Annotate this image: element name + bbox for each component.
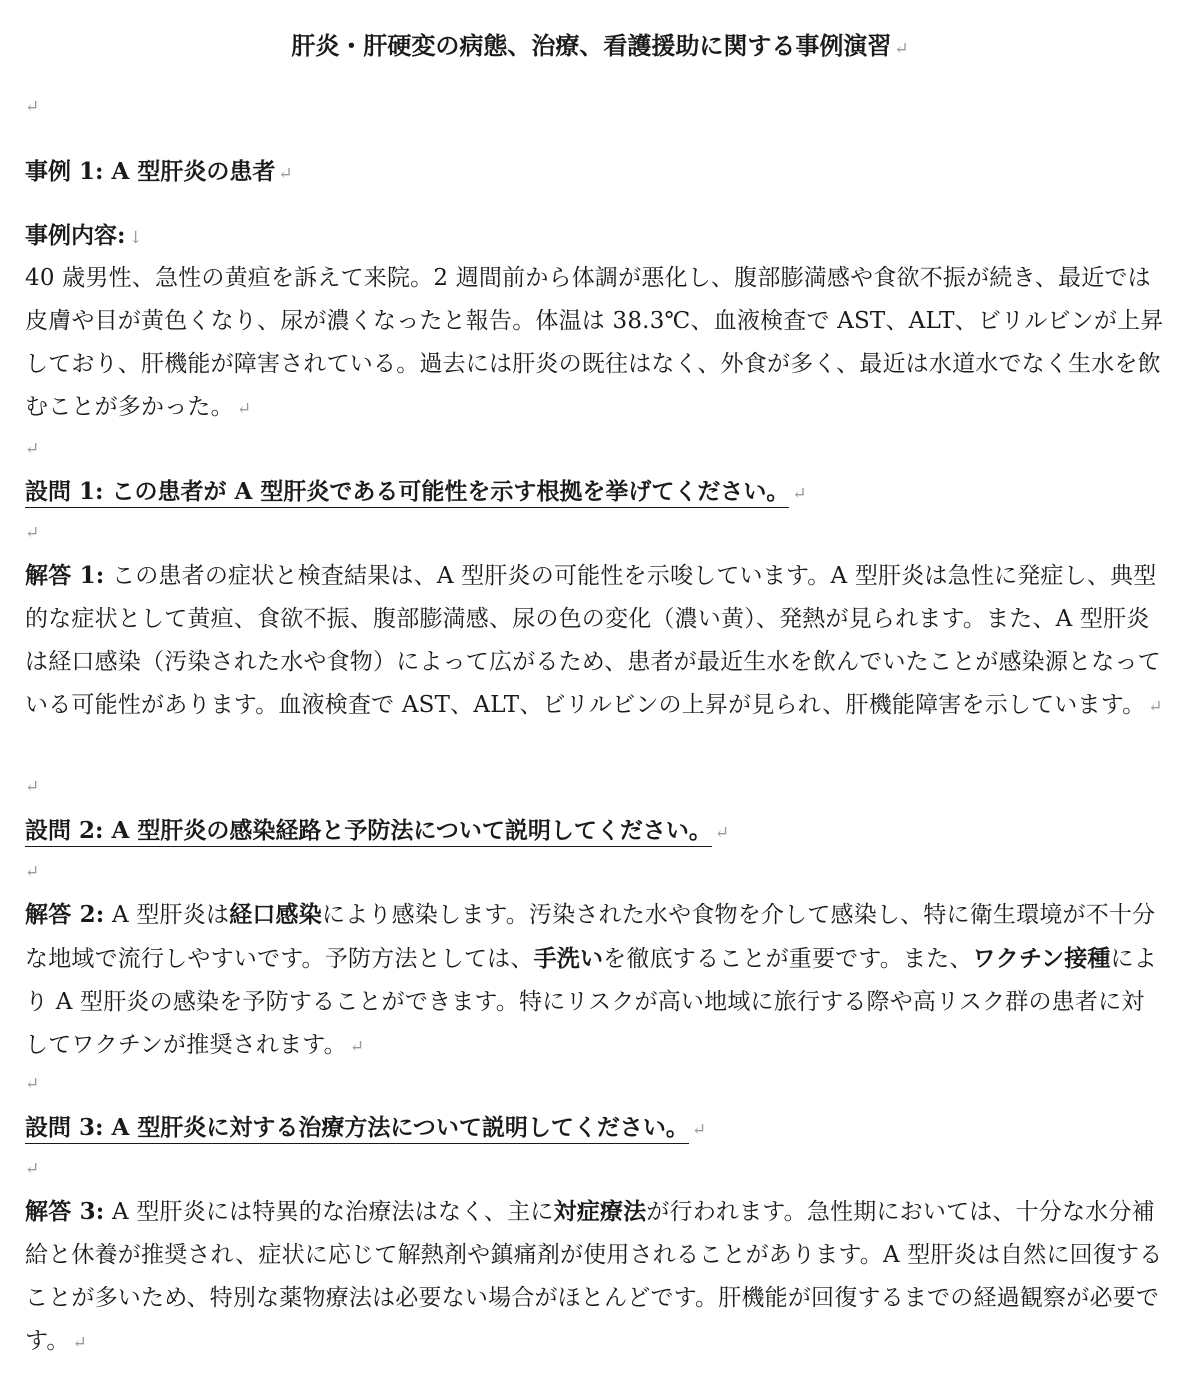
- line-break-mark: ↓: [128, 228, 143, 248]
- paragraph-mark: ↵: [894, 39, 909, 59]
- empty-paragraph: ↵: [25, 777, 40, 797]
- answer-1-text: この患者の症状と検査結果は、A 型肝炎の可能性を示唆しています。A 型肝炎は急性に発症し、典型的な症状として黄疸、食欲不振、腹部膨満感、尿の色の変化（濃い黄）、発熱が見られます。また、A 型肝炎は経口感染（汚染された水や食物）によって広がるため、患者が最近生水を飲んでいたことが感染源となっている可能性があります。血液検査で AST、ALT、ビリルビンの上昇が見られ、肝機能障害を示しています。: [25, 563, 1161, 718]
- question-1-text: 設問 1: この患者が A 型肝炎である可能性を示す根拠を挙げてください。: [25, 478, 789, 508]
- empty-paragraph: ↵: [25, 523, 40, 543]
- answer-1: [25, 554, 1165, 729]
- empty-paragraph: ↵: [25, 439, 40, 459]
- document-title: [0, 26, 1200, 69]
- case-content-text: [25, 257, 1165, 431]
- answer-2-emphasis-handwashing: 手洗い: [533, 945, 604, 972]
- answer-3-text: が行われます。急性期においては、十分な水分補給と休養が推奨され、症状に応じて解熱剤や鎮痛剤が使用されることがあります。A 型肝炎は自然に回復することが多いため、特別な薬物療法は必要ない場合がほとんどです。肝機能が回復するまでの経過観察が必要です。: [25, 1199, 1163, 1354]
- answer-2-label: 解答 2:: [25, 901, 105, 928]
- paragraph-mark: ↵: [278, 164, 293, 184]
- answer-2-text: A 型肝炎は: [104, 902, 230, 928]
- empty-paragraph: ↵: [25, 1074, 40, 1094]
- question-1: [25, 472, 1165, 514]
- answer-3-text: A 型肝炎には特異的な治療法はなく、主に: [104, 1199, 554, 1225]
- paragraph-mark: ↵: [691, 1120, 707, 1140]
- question-3: [25, 1108, 1165, 1150]
- answer-3: [25, 1190, 1165, 1365]
- case-content-body: 40 歳男性、急性の黄疸を訴えて来院。2 週間前から体調が悪化し、腹部膨満感や食欲不振が続き、最近では皮膚や目が黄色くなり、尿が濃くなったと報告。体温は 38.3℃、血液検査で AST、ALT、ビリルビンが上昇しており、肝機能が障害されている。過去には肝炎の既往はなく、外食が多く、最近は水道水でなく生水を飲むことが多かった。: [25, 265, 1164, 420]
- answer-2-text: により感染します。汚染された水や食物を介して感染し、特に衛生環境が不十分な地域で流行しやすいです。予防方法としては、: [25, 902, 1156, 972]
- case-content-label-text: 事例内容:: [25, 222, 126, 249]
- answer-3-label: 解答 3:: [25, 1198, 105, 1225]
- question-2-text: 設問 2: A 型肝炎の感染経路と予防法について説明してください。: [25, 817, 712, 847]
- paragraph-mark: ↵: [714, 823, 730, 843]
- answer-3-emphasis-symptomatic: 対症療法: [553, 1198, 647, 1225]
- question-3-text: 設問 3: A 型肝炎に対する治療方法について説明してください。: [25, 1114, 689, 1144]
- paragraph-mark: ↵: [1148, 697, 1163, 717]
- empty-paragraph: ↵: [25, 97, 40, 117]
- empty-paragraph: ↵: [25, 862, 40, 882]
- question-2: [25, 811, 1165, 853]
- answer-2-emphasis-vaccination: ワクチン接種: [972, 945, 1111, 972]
- paragraph-mark: ↵: [72, 1333, 88, 1353]
- empty-paragraph: ↵: [25, 1159, 40, 1179]
- case-content-label: [25, 216, 1165, 258]
- paragraph-mark: ↵: [792, 484, 807, 504]
- paragraph-mark: ↵: [236, 399, 252, 419]
- case-heading: [25, 152, 1165, 194]
- answer-2-text: により A 型肝炎の感染を予防することができます。特にリスクが高い地域に旅行する際や高リスク群の患者に対してワクチンが推奨されます。: [25, 946, 1158, 1058]
- answer-2: [25, 893, 1165, 1069]
- title-text: 肝炎・肝硬変の病態、治療、看護援助に関する事例演習: [291, 31, 892, 60]
- answer-2-text: を徹底することが重要です。また、: [603, 946, 973, 972]
- case-heading-text: 事例 1: A 型肝炎の患者: [25, 158, 276, 185]
- answer-2-emphasis-oral-infection: 経口感染: [229, 901, 322, 928]
- answer-1-label: 解答 1:: [25, 562, 105, 589]
- paragraph-mark: ↵: [349, 1037, 365, 1057]
